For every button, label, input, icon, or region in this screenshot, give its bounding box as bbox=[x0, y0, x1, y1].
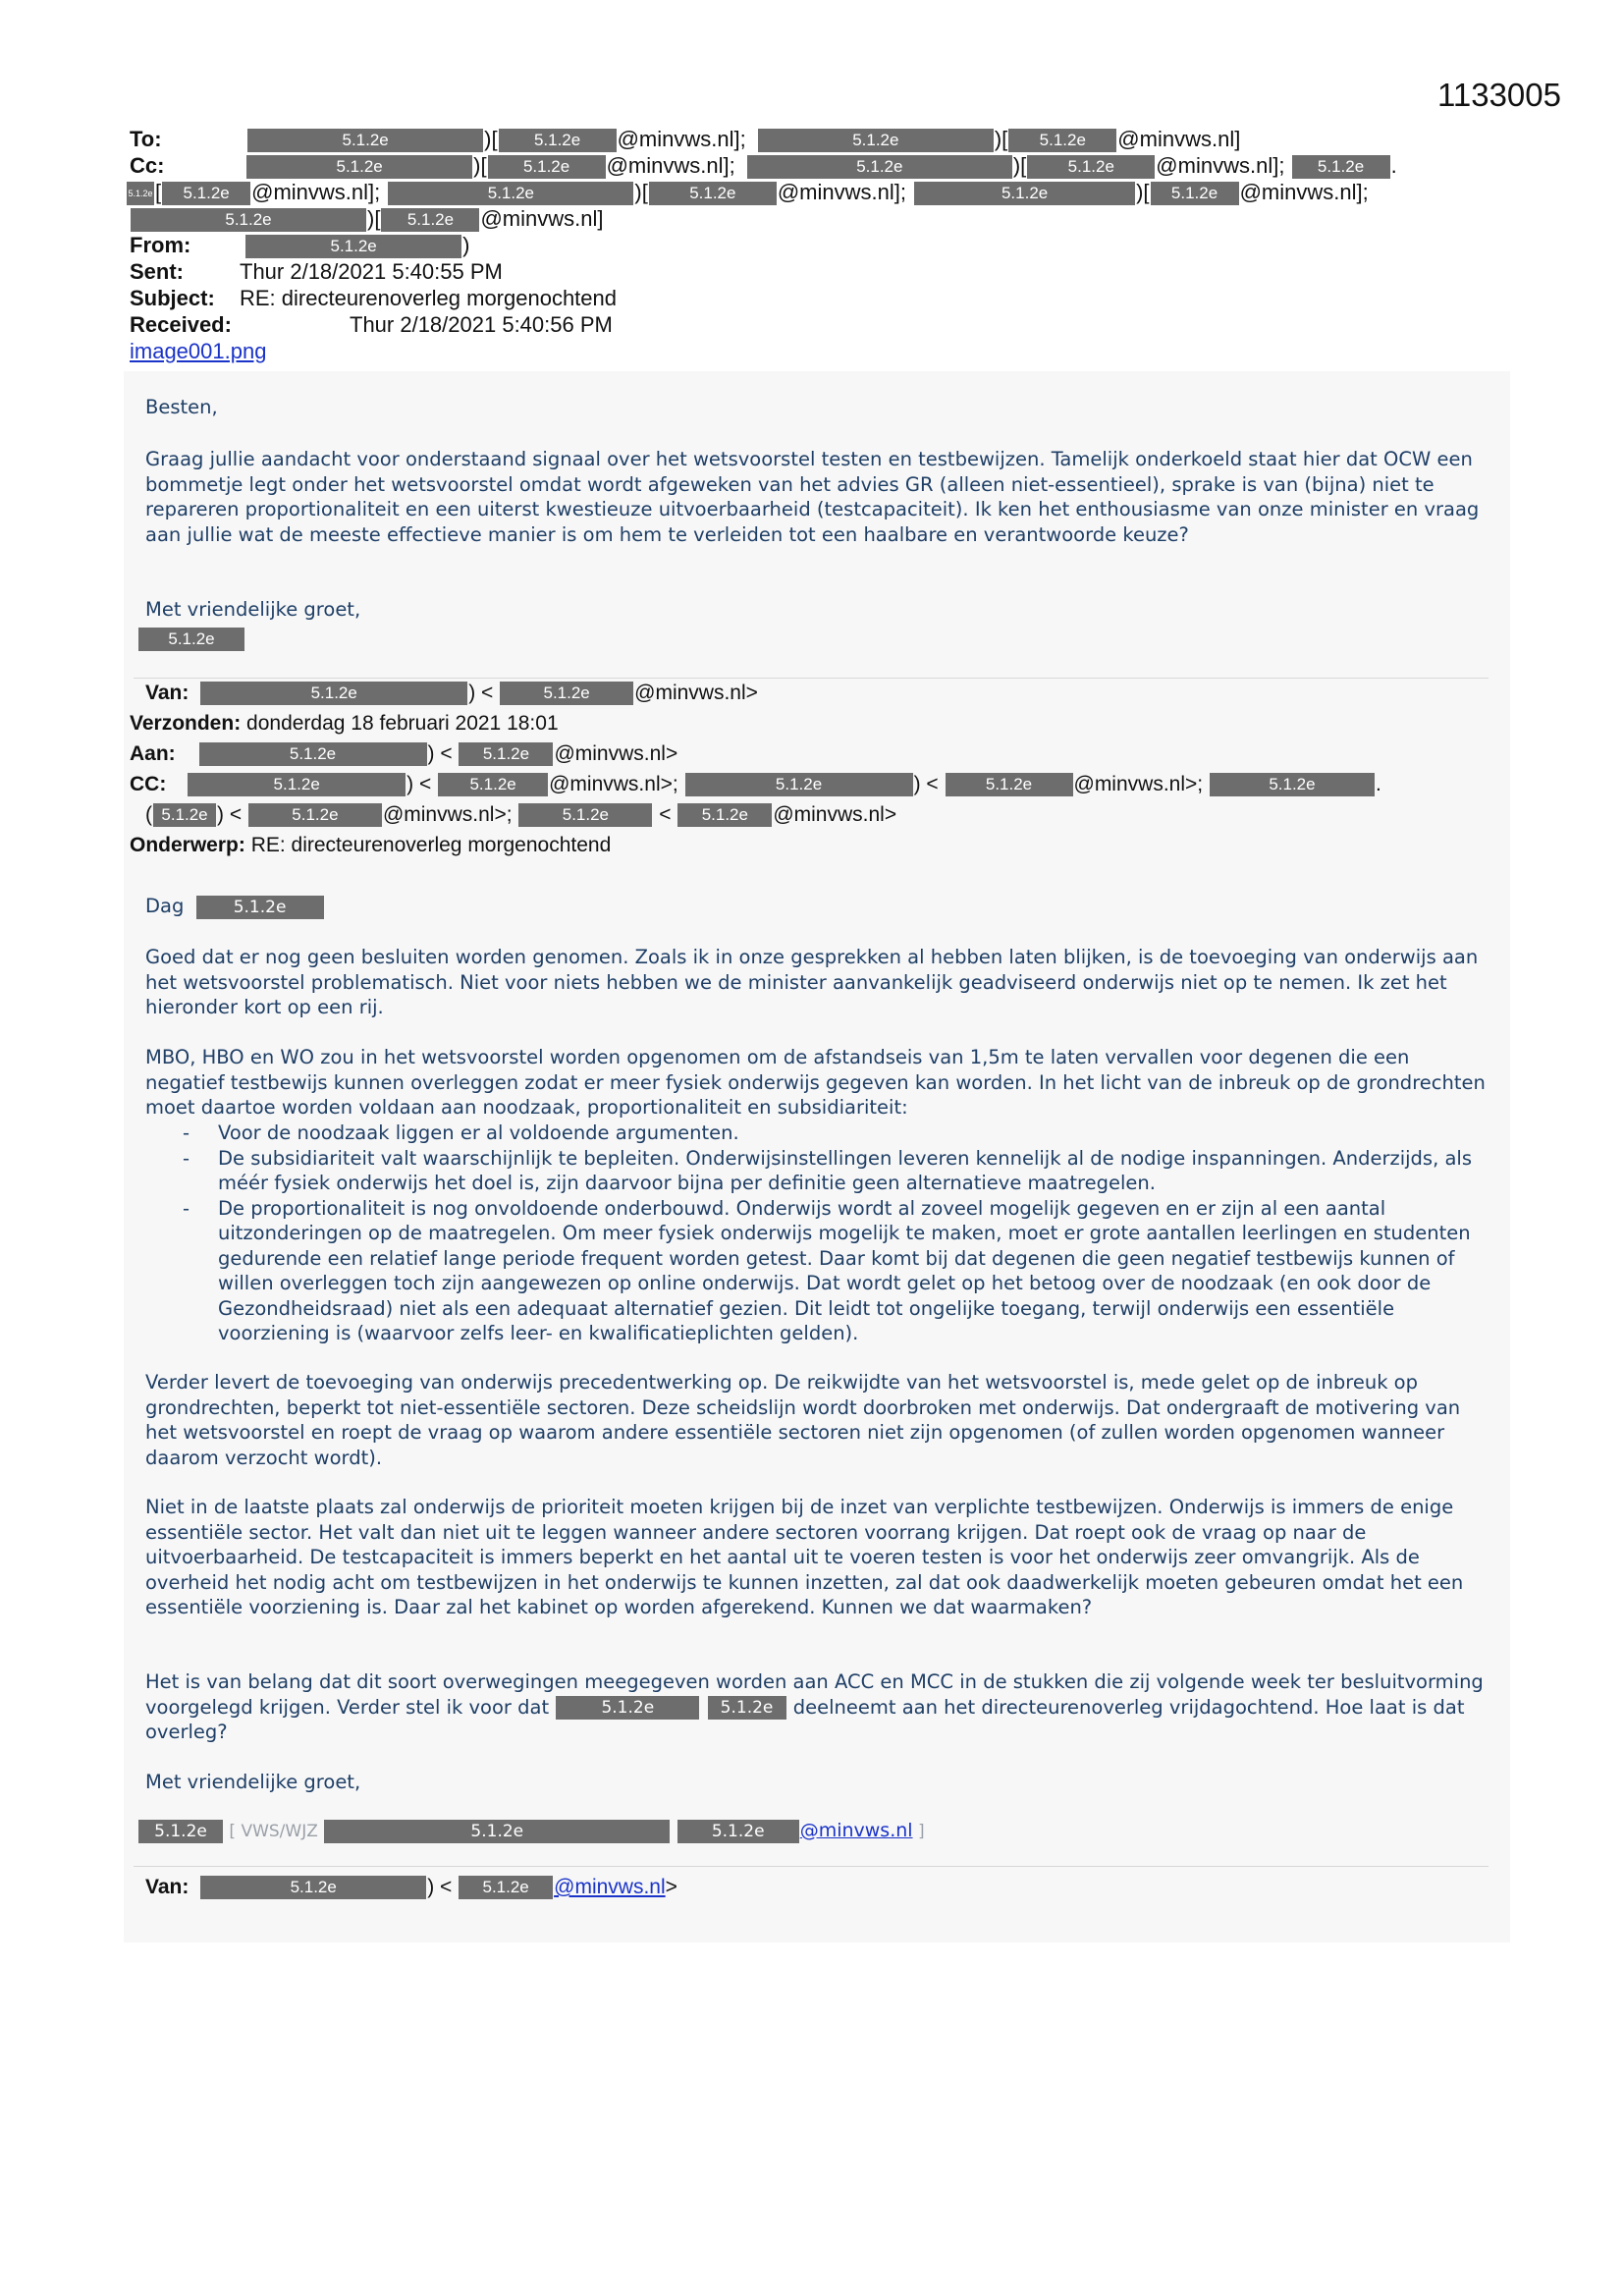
onderwerp-row bbox=[130, 830, 1504, 860]
redaction: 5.1.2e bbox=[914, 182, 1135, 205]
redaction: 5.1.2e bbox=[518, 803, 652, 827]
message-greeting bbox=[145, 894, 1490, 919]
signature-email-link[interactable]: @minvws.nl bbox=[799, 1820, 913, 1841]
cc-domain: @minvws.nl>; bbox=[382, 803, 513, 826]
redaction: 5.1.2e bbox=[388, 182, 633, 205]
redaction: 5.1.2e bbox=[138, 1820, 223, 1843]
redaction: 5.1.2e bbox=[246, 155, 472, 179]
redaction: 5.1.2e bbox=[459, 742, 553, 766]
cc-domain: @minvws.nl]; bbox=[251, 180, 381, 204]
redaction: 5.1.2e bbox=[946, 773, 1073, 796]
received-row bbox=[130, 311, 1504, 338]
signature-dept: [ VWS/WJZ bbox=[229, 1822, 318, 1841]
cc-domain: @minvws.nl]; bbox=[1239, 180, 1369, 204]
cc-row-2: ( 5.1.2e ) < 5.1.2e @minvws.nl>; 5.1.2e < 5.1.2e @minvws.nl> bbox=[145, 803, 897, 826]
email-header bbox=[130, 126, 1504, 364]
redaction: 5.1.2e bbox=[438, 773, 548, 796]
message-p1: Goed dat er nog geen besluiten worden genomen. Zoals ik in onze gesprekken al hebben laten blijken, is de toevoeging van onderwijs aan het wetsvoorstel problematisch. Niet voor niets hebben we de minister aanvankelijk geadviseerd onderwijs niet op te nemen. Ik zet het hieronder kort op een rij. bbox=[145, 946, 1479, 1018]
from-row: From: 5.1.2e ) bbox=[130, 233, 470, 257]
cc-domain: @minvws.nl> bbox=[773, 803, 897, 826]
to-domain: @minvws.nl]; bbox=[617, 127, 746, 151]
sent-label: Sent: bbox=[130, 259, 184, 284]
redaction: 5.1.2e bbox=[1151, 182, 1239, 205]
message-p2: MBO, HBO en WO zou in het wetsvoorstel worden opgenomen om de afstandseis van 1,5m te laten vervallen voor degenen die een negatief testbewijs kunnen overleggen zodat er meer fysiek onderwijs gegeven kan worden. In het licht van de inbreuk op de grondrechten moet daartoe worden voldaan aan noodzaak, proportionaliteit en subsidiariteit: bbox=[145, 1046, 1486, 1119]
cc-domain: @minvws.nl] bbox=[480, 206, 604, 231]
attachment-row bbox=[130, 338, 1504, 364]
cc-domain: @minvws.nl>; bbox=[1073, 773, 1204, 795]
redaction: 5.1.2e bbox=[200, 1876, 426, 1899]
cc-label: CC: bbox=[130, 773, 167, 795]
verzonden-row bbox=[130, 708, 1504, 738]
verzonden-value: donderdag 18 februari 2021 18:01 bbox=[246, 712, 559, 735]
van-row: Van: 5.1.2e ) < 5.1.2e @minvws.nl> bbox=[145, 682, 758, 704]
message-p4: Niet in de laatste plaats zal onderwijs de prioriteit moeten krijgen bij de inzet van verplichte testbewijzen. Onderwijs is immers de enige essentiële sector. Het valt dan niet uit te leggen wanneer andere sectoren voorrang krijgen. Dat roept ook de vraag op naar de uitvoerbaarheid. De testcapaciteit is immers beperkt en het aantal uit te voeren testen is voor het onderwijs zeer omvangrijk. Als de overheid het nodig acht om testbewijzen in het onderwijs te kunnen inzetten, zal dat ook daadwerkelijk moeten gebeuren omdat het een essentiële voorziening is. Daar zal het kabinet op worden afgerekend. Kunnen we dat waarmaken? bbox=[145, 1496, 1464, 1618]
cc-row-2: 5.1.2e [ 5.1.2e @minvws.nl]; 5.1.2e )[ 5.1.2e @minvws.nl]; 5.1.2e )[ 5.1.2e @minvws.nl]; bbox=[128, 180, 1369, 204]
subject-value: RE: directeurenoverleg morgenochtend bbox=[240, 286, 618, 310]
to-row: To: 5.1.2e )[ 5.1.2e @minvws.nl]; 5.1.2e )[ 5.1.2e @minvws.nl] bbox=[130, 127, 1241, 151]
cc-row: Cc: 5.1.2e )[ 5.1.2e @minvws.nl]; 5.1.2e )[ 5.1.2e @minvws.nl]; 5.1.2e . bbox=[130, 153, 1397, 178]
redaction: 5.1.2e bbox=[556, 1696, 699, 1720]
last-van-row: Van: 5.1.2e ) < 5.1.2e @minvws.nl> bbox=[145, 1876, 677, 1898]
document-id: 1133005 bbox=[1436, 77, 1561, 113]
redaction: 5.1.2e bbox=[1292, 155, 1390, 179]
cc-domain: @minvws.nl]; bbox=[606, 153, 735, 178]
attachment-link[interactable]: image001.png bbox=[130, 339, 267, 363]
received-label: Received: bbox=[130, 312, 232, 337]
aan-domain: @minvws.nl> bbox=[554, 742, 678, 765]
redaction: 5.1.2e bbox=[758, 129, 994, 152]
reply-closing: Met vriendelijke groet, bbox=[145, 598, 361, 621]
reply-body: Graag jullie aandacht voor onderstaand signaal over het wetsvoorstel testen en testbewijzen. Tamelijk onderkoeld staat hier dat OCW een bommetje legt onder het wetsvoorstel omdat wordt afgeweken van het advies GR (alleen niet-essentieel), sprake is van (bijna) niet te repareren proportionaliteit en een uiterst kwestieuze uitvoerbaarheid (testcapaciteit). Ik ken het enthousiasme van onze minister en vraag aan jullie wat de meeste effectieve manier is om hem te verleiden tot een haalbare en verantwoorde keuze? bbox=[145, 448, 1480, 546]
redaction: 5.1.2e bbox=[708, 1696, 786, 1720]
signature-end: ] bbox=[917, 1822, 925, 1841]
reply-greeting: Besten, bbox=[145, 396, 218, 418]
redaction: 5.1.2e bbox=[245, 235, 461, 258]
last-van-label: Van: bbox=[145, 1876, 189, 1898]
message-bullets bbox=[145, 1121, 1490, 1346]
onderwerp-label: Onderwerp: bbox=[130, 834, 245, 856]
redaction: 5.1.2e bbox=[248, 803, 382, 827]
redaction: 5.1.2e bbox=[499, 129, 617, 152]
redaction: 5.1.2e bbox=[381, 208, 479, 232]
redaction: 5.1.2e bbox=[131, 208, 366, 232]
redaction: 5.1.2e bbox=[127, 182, 154, 205]
redaction: 5.1.2e bbox=[188, 773, 406, 796]
redaction: 5.1.2e bbox=[324, 1820, 670, 1843]
bullet-list bbox=[145, 1121, 1490, 1346]
verzonden-label: Verzonden: bbox=[130, 712, 242, 735]
p5-text-a: Het is van belang dat dit soort overwegingen meegegeven worden aan ACC en MCC in de stukken die zij volgende week ter besluitvorming voorgelegd krijgen. Verder stel ik voor dat bbox=[145, 1670, 1484, 1719]
message-signature bbox=[137, 1819, 1483, 1845]
greeting-text: Dag bbox=[145, 895, 185, 917]
redaction: 5.1.2e bbox=[685, 773, 913, 796]
onderwerp-value: RE: directeurenoverleg morgenochtend bbox=[250, 834, 612, 856]
redaction: 5.1.2e bbox=[500, 682, 633, 705]
redaction: 5.1.2e bbox=[1210, 773, 1375, 796]
message-p3: Verder levert de toevoeging van onderwijs precedentwerking op. De reikwijdte van het wetsvoorstel is, mede gelet op de inbreuk op grondrechten, beperkt tot niet-essentiële sectoren. Deze scheidslijn wordt doorbroken met onderwijs. Dat ondergraaft de motivering van het wetsvoorstel en roept de vraag op waarom andere essentiële sectoren niet zijn opgenomen (of zullen worden opgenomen wanneer daarom verzocht wordt). bbox=[145, 1371, 1461, 1469]
message-closing: Met vriendelijke groet, bbox=[145, 1771, 361, 1793]
dash-bullet: - bbox=[183, 1121, 190, 1144]
reply-signature bbox=[137, 628, 245, 651]
redaction: 5.1.2e bbox=[649, 182, 777, 205]
redaction: 5.1.2e bbox=[196, 896, 324, 919]
cc-row-3: 5.1.2e )[ 5.1.2e @minvws.nl] bbox=[130, 205, 1504, 232]
redaction: 5.1.2e bbox=[247, 129, 483, 152]
separator bbox=[134, 1866, 1489, 1867]
redaction: 5.1.2e bbox=[138, 628, 244, 651]
redaction: 5.1.2e bbox=[153, 803, 216, 827]
message-p5 bbox=[145, 1669, 1490, 1745]
sent-row bbox=[130, 258, 1504, 285]
aan-label: Aan: bbox=[130, 742, 176, 765]
received-value: Thur 2/18/2021 5:40:56 PM bbox=[350, 312, 613, 337]
cc-label: Cc: bbox=[130, 153, 165, 178]
from-label: From: bbox=[130, 233, 191, 257]
redaction: 5.1.2e bbox=[199, 742, 427, 766]
bullet-text: De subsidiariteit valt waarschijnlijk te bepleiten. Onderwijsinstellingen leveren kennelijk al de nodige inspanningen. Anderzijds, als méér fysiek onderwijs het doel is, zijn daarvoor bijna per definitie geen alternatieve maatregelen. bbox=[218, 1146, 1473, 1194]
list-item bbox=[145, 1146, 1490, 1196]
redaction: 5.1.2e bbox=[162, 182, 250, 205]
to-domain: @minvws.nl] bbox=[1117, 127, 1241, 151]
bullet-text: De proportionaliteit is nog onvoldoende onderbouwd. Onderwijs wordt al zoveel mogelijk gegeven en er zijn al een aantal uitzonderingen op de maatregelen. Om meer fysiek onderwijs mogelijk te maken, moet er grote aantallen leerlingen en studenten gedurende een relatief lange periode frequent worden getest. Daar komt bij dat degenen die geen negatief testbewijs kunnen of willen overleggen toch zijn aangewezen op online onderwijs. Dat wordt gelet op het betoog over de noodzaak (en ook door de Gezondheidsraad) niet als een adequaat alternatief gezien. Dit leidt tot ongelijke toegang, terwijl onderwijs een essentiële voorziening is (waarvoor zelfs leer- en kwalificatieplichten gelden). bbox=[218, 1196, 1471, 1344]
cc-domain: @minvws.nl]; bbox=[777, 180, 906, 204]
subject-row bbox=[130, 285, 1504, 311]
van-label: Van: bbox=[145, 682, 189, 704]
cc-domain: @minvws.nl]; bbox=[1156, 153, 1285, 178]
bullet-text: Voor de noodzaak liggen er al voldoende argumenten. bbox=[218, 1121, 739, 1144]
sent-value: Thur 2/18/2021 5:40:55 PM bbox=[240, 259, 503, 284]
dash-bullet: - bbox=[183, 1196, 190, 1220]
cc-row: CC: 5.1.2e ) < 5.1.2e @minvws.nl>; 5.1.2e ) < 5.1.2e @minvws.nl>; 5.1.2e . bbox=[130, 773, 1381, 795]
aan-row: Aan: 5.1.2e ) < 5.1.2e @minvws.nl> bbox=[130, 742, 678, 765]
p5-text-b: deelneemt aan het directeurenoverleg vrijdagochtend. Hoe laat is dat overleg? bbox=[145, 1695, 1465, 1743]
redaction: 5.1.2e bbox=[1027, 155, 1155, 179]
forward-header bbox=[130, 678, 1504, 860]
redaction: 5.1.2e bbox=[488, 155, 606, 179]
to-label: To: bbox=[130, 127, 162, 151]
van-domain: @minvws.nl> bbox=[634, 682, 758, 704]
list-item bbox=[145, 1196, 1490, 1346]
dash-bullet: - bbox=[183, 1146, 190, 1170]
last-header bbox=[130, 1872, 1520, 1902]
redaction: 5.1.2e bbox=[747, 155, 1012, 179]
subject-label: Subject: bbox=[130, 286, 215, 310]
redaction: 5.1.2e bbox=[459, 1876, 553, 1899]
redaction: 5.1.2e bbox=[200, 682, 467, 705]
cc-domain: @minvws.nl>; bbox=[549, 773, 678, 795]
redaction: 5.1.2e bbox=[677, 803, 772, 827]
redaction: 5.1.2e bbox=[1008, 129, 1116, 152]
last-email-link[interactable]: @minvws.nl bbox=[554, 1876, 666, 1898]
list-item bbox=[145, 1121, 1490, 1146]
redaction: 5.1.2e bbox=[677, 1820, 799, 1843]
